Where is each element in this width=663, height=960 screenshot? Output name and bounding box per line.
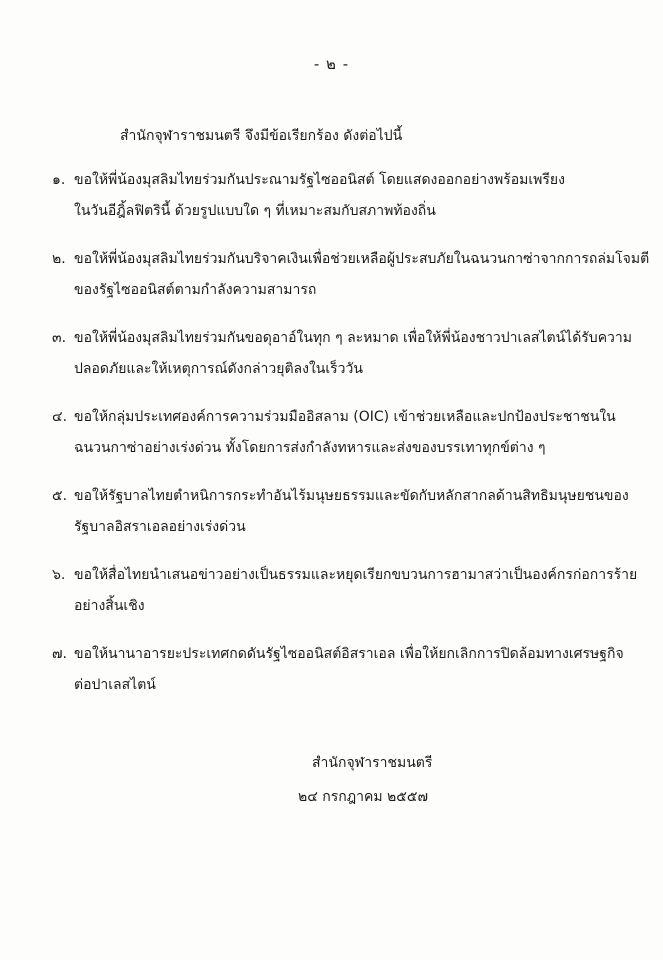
item-text-line-2: ในวันอีฎิ้ลฟิตรินี้ ด้วยรูปแบบใด ๆ ที่เหมาะสมกับสภาพท้องถิ่น (74, 203, 436, 219)
item-number: ๗. (52, 646, 67, 662)
demands-list (52, 165, 650, 718)
item-text-line-2: ของรัฐไซออนิสต์ตามกำลังความสามารถ (74, 282, 317, 298)
item-number: ๖. (52, 567, 66, 583)
demand-item-6 (52, 560, 638, 622)
item-number: ๑. (52, 172, 66, 188)
item-text-line-1: ขอให้พี่น้องมุสลิมไทยร่วมกันบริจาคเงินเพื่อช่วยเหลือผู้ประสบภัยในฉนวนกาซ่าจากการถล่มโจมตี (74, 251, 650, 267)
signature-office: สำนักจุฬาราชมนตรี (312, 755, 433, 771)
demand-item-5 (52, 481, 629, 543)
item-number: ๓. (52, 330, 67, 346)
item-text-line-2: ต่อปาเลสไตน์ (74, 677, 156, 693)
item-text-line-1: ขอให้นานาอารยะประเทศกดดันรัฐไซออนิสต์อิสราเอล เพื่อให้ยกเลิกการปิดล้อมทางเศรษฐกิจ (74, 646, 624, 662)
item-text-line-1: ขอให้พี่น้องมุสลิมไทยร่วมกันขอดุอาอ์ในทุก ๆ ละหมาด เพื่อให้พี่น้องชาวปาเลสไตน์ได้รับความ (74, 330, 633, 346)
demand-item-7 (52, 639, 622, 701)
item-text-line-1: ขอให้พี่น้องมุสลิมไทยร่วมกันประณามรัฐไซออนิสต์ โดยแสดงออกอย่างพร้อมเพรียง (74, 172, 565, 188)
page-number: - ๒ - (313, 55, 350, 73)
item-text-line-2: อย่างสิ้นเชิง (74, 598, 145, 614)
item-text-line-1: ขอให้กลุ่มประเทศองค์การความร่วมมืออิสลาม (OIC) เข้าช่วยเหลือและปกป้องประชาชนใน (74, 409, 616, 425)
item-text-line-1: ขอให้สื่อไทยนำเสนอข่าวอย่างเป็นธรรมและหยุดเรียกขบวนการฮามาสว่าเป็นองค์กรก่อการร้าย (74, 567, 638, 583)
item-text-line-1: ขอให้รัฐบาลไทยตำหนิการกระทำอันไร้มนุษยธรรมและขัดกับหลักสากลด้านสิทธิมนุษยชนของ (74, 488, 629, 504)
demand-item-1 (52, 165, 622, 227)
item-text-line-2: ฉนวนกาซ่าอย่างเร่งด่วน ทั้งโดยการส่งกำลังทหารและส่งของบรรเทาทุกข์ต่าง ๆ (74, 440, 546, 456)
signature-date: ๒๔ กรกฎาคม ๒๕๕๗ (298, 789, 428, 805)
demand-item-4 (52, 402, 622, 464)
item-text-line-2: รัฐบาลอิสราเอลอย่างเร่งด่วน (74, 519, 246, 535)
item-text-line-2: ปลอดภัยและให้เหตุการณ์ดังกล่าวยุติลงในเร็ววัน (74, 361, 363, 377)
intro-paragraph: สำนักจุฬาราชมนตรี จึงมีข้อเรียกร้อง ดังต่อไปนี้ (120, 128, 403, 144)
demand-item-2 (52, 244, 650, 306)
demand-item-3 (52, 323, 633, 385)
item-number: ๒. (52, 251, 66, 267)
item-number: ๕. (52, 488, 68, 504)
item-number: ๔. (52, 409, 68, 425)
